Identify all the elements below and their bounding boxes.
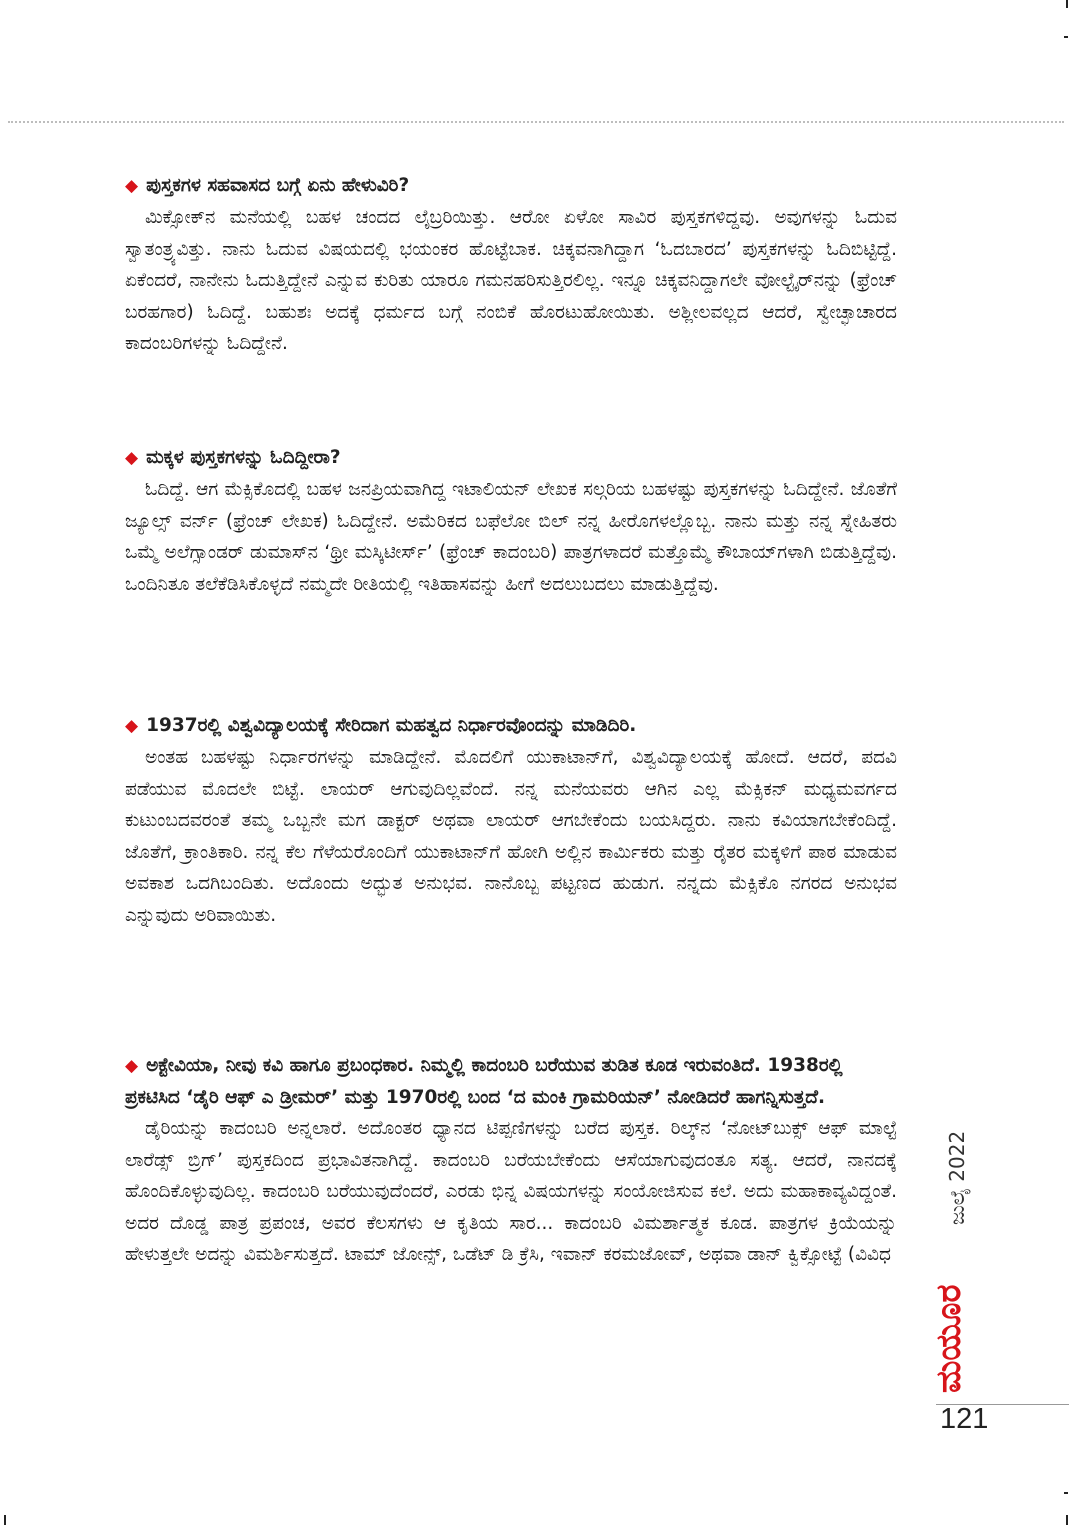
crop-mark <box>1064 1492 1068 1494</box>
crop-mark <box>4 1515 6 1525</box>
question: ◆ ಪುಸ್ತಕಗಳ ಸಹವಾಸದ ಬಗ್ಗೆ ಏನು ಹೇಳುವಿರಿ? <box>125 175 410 196</box>
qa-section <box>125 442 897 600</box>
header-dotted-rule <box>8 121 1064 123</box>
qa-section <box>125 1050 897 1271</box>
crop-mark <box>1066 0 1068 8</box>
page-number: 121 <box>940 1403 989 1435</box>
magazine-logo-text: ಮಯೂರ <box>929 1284 968 1393</box>
diamond-bullet-icon: ◆ <box>125 448 139 468</box>
crop-mark <box>1066 1515 1068 1525</box>
question: ◆ ಅಕ್ಟೇವಿಯಾ, ನೀವು ಕವಿ ಹಾಗೂ ಪ್ರಬಂಧಕಾರ. ನಿಮ್ಮಲ್ಲಿ ಕಾದಂಬರಿ ಬರೆಯುವ ತುಡಿತ ಕೂಡ ಇರುವಂತಿದೆ. 1938ರಲ್ಲಿ ಪ್ರಕಟಿಸಿದ ‘ಡೈರಿ ಆಫ್ ಎ ಡ್ರೀಮರ್’ ಮತ್ತು 1970ರಲ್ಲಿ ಬಂದ ‘ದ ಮಂಕಿ ಗ್ರಾಮರಿಯನ್’ ನೋಡಿದರೆ ಹಾಗನ್ನಿಸುತ್ತದೆ. <box>125 1055 843 1108</box>
crop-mark <box>1064 36 1068 38</box>
qa-section <box>125 170 897 360</box>
question: ◆ 1937ರಲ್ಲಿ ವಿಶ್ವವಿದ್ಯಾಲಯಕ್ಕೆ ಸೇರಿದಾಗ ಮಹತ್ವದ ನಿರ್ಧಾರವೊಂದನ್ನು ಮಾಡಿದಿರಿ. <box>125 715 637 736</box>
diamond-bullet-icon: ◆ <box>125 176 139 196</box>
diamond-bullet-icon: ◆ <box>125 1056 139 1076</box>
question: ◆ ಮಕ್ಕಳ ಪುಸ್ತಕಗಳನ್ನು ಓದಿದ್ದೀರಾ? <box>125 447 341 468</box>
answer: ಡೈರಿಯನ್ನು ಕಾದಂಬರಿ ಅನ್ನಲಾರೆ. ಅದೊಂತರ ಧ್ಯಾನದ ಟಿಪ್ಪಣಿಗಳನ್ನು ಬರೆದ ಪುಸ್ತಕ. ರಿಲ್ಕ್‌ನ ‘ನೋಟ್‌ಬುಕ್ಸ್ ಆಫ್ ಮಾಲ್ಟೆ ಲಾರೆಡ್ಸ್ ಬ್ರಿಗ್’ ಪುಸ್ತಕದಿಂದ ಪ್ರಭಾವಿತನಾಗಿದ್ದೆ. ಕಾದಂಬರಿ ಬರೆಯಬೇಕೆಂದು ಆಸೆಯಾಗುವುದಂತೂ ಸತ್ಯ. ಆದರೆ, ನಾನದಕ್ಕೆ ಹೊಂದಿಕೊಳ್ಳುವುದಿಲ್ಲ. ಕಾದಂಬರಿ ಬರೆಯುವುದೆಂದರೆ, ಎರಡು ಭಿನ್ನ ವಿಷಯಗಳನ್ನು ಸಂಯೋಜಿಸುವ ಕಲೆ. ಅದು ಮಹಾಕಾವ್ಯವಿದ್ದಂತೆ. ಅದರ ದೊಡ್ಡ ಪಾತ್ರ ಪ್ರಪಂಚ, ಅವರ ಕೆಲಸಗಳು ಆ ಕೃತಿಯ ಸಾರ... ಕಾದಂಬರಿ ವಿಮರ್ಶಾತ್ಮಕ ಕೂಡ. ಪಾತ್ರಗಳ ಕ್ರಿಯೆಯನ್ನು ಹೇಳುತ್ತಲೇ ಅದನ್ನು ವಿಮರ್ಶಿಸುತ್ತದೆ. ಟಾಮ್ ಜೋನ್ಸ್, ಒಡೆಟ್ ಡಿ ಕ್ರೆಸಿ, ಇವಾನ್ ಕರಮಜೋವ್, ಅಥವಾ ಡಾನ್ ಕ್ವಿಕ್ಸೋಟ್ಟೆ (ವಿವಿಧ <box>125 1118 897 1266</box>
answer: ಅಂತಹ ಬಹಳಷ್ಟು ನಿರ್ಧಾರಗಳನ್ನು ಮಾಡಿದ್ದೇನೆ. ಮೊದಲಿಗೆ ಯುಕಾಟಾನ್‌ಗೆ, ವಿಶ್ವವಿದ್ಯಾಲಯಕ್ಕೆ ಹೋದೆ. ಆದರೆ, ಪದವಿ ಪಡೆಯುವ ಮೊದಲೇ ಬಿಟ್ಟೆ. ಲಾಯರ್ ಆಗುವುದಿಲ್ಲವೆಂದೆ. ನನ್ನ ಮನೆಯವರು ಆಗಿನ ಎಲ್ಲ ಮೆಕ್ಸಿಕನ್ ಮಧ್ಯಮವರ್ಗದ ಕುಟುಂಬದವರಂತೆ ತಮ್ಮ ಒಬ್ಬನೇ ಮಗ ಡಾಕ್ಟರ್ ಅಥವಾ ಲಾಯರ್ ಆಗಬೇಕೆಂದು ಬಯಸಿದ್ದರು. ನಾನು ಕವಿಯಾಗಬೇಕೆಂದಿದ್ದೆ. ಜೊತೆಗೆ, ಕ್ರಾಂತಿಕಾರಿ. ನನ್ನ ಕೆಲ ಗೆಳೆಯರೊಂದಿಗೆ ಯುಕಾಟಾನ್‌ಗೆ ಹೋಗಿ ಅಲ್ಲಿನ ಕಾರ್ಮಿಕರು ಮತ್ತು ರೈತರ ಮಕ್ಕಳಿಗೆ ಪಾಠ ಮಾಡುವ ಅವಕಾಶ ಒದಗಿಬಂದಿತು. ಅದೊಂದು ಅದ್ಭುತ ಅನುಭವ. ನಾನೊಬ್ಬ ಪಟ್ಟಣದ ಹುಡುಗ. ನನ್ನದು ಮೆಕ್ಸಿಕೊ ನಗರದ ಅನುಭವ ಎನ್ನುವುದು ಅರಿವಾಯಿತು. <box>125 747 897 926</box>
qa-section <box>125 710 897 932</box>
answer: ಮಿಕ್ಸೋಕ್‌ನ ಮನೆಯಲ್ಲಿ ಬಹಳ ಚಂದದ ಲೈಬ್ರರಿಯಿತ್ತು. ಆರೋ ಏಳೋ ಸಾವಿರ ಪುಸ್ತಕಗಳಿದ್ದವು. ಅವುಗಳನ್ನು ಓದುವ ಸ್ವಾತಂತ್ರ್ಯವಿತ್ತು. ನಾನು ಓದುವ ವಿಷಯದಲ್ಲಿ ಭಯಂಕರ ಹೊಟ್ಟೆಬಾಕ. ಚಿಕ್ಕವನಾಗಿದ್ದಾಗ ‘ಓದಬಾರದ’ ಪುಸ್ತಕಗಳನ್ನು ಓದಿಬಿಟ್ಟಿದ್ದೆ. ಏಕೆಂದರೆ, ನಾನೇನು ಓದುತ್ತಿದ್ದೇನೆ ಎನ್ನುವ ಕುರಿತು ಯಾರೂ ಗಮನಹರಿಸುತ್ತಿರಲಿಲ್ಲ. ಇನ್ನೂ ಚಿಕ್ಕವನಿದ್ದಾಗಲೇ ವೋಲ್ಟೈರ್‌ನನ್ನು (ಫ್ರೆಂಚ್ ಬರಹಗಾರ) ಓದಿದ್ದೆ. ಬಹುಶಃ ಅದಕ್ಕೆ ಧರ್ಮದ ಬಗ್ಗೆ ನಂಬಿಕೆ ಹೊರಟುಹೋಯಿತು. ಅಶ್ಲೀಲವಲ್ಲದ ಆದರೆ, ಸ್ವೇಚ್ಛಾಚಾರದ ಕಾದಂಬರಿಗಳನ್ನು ಓದಿದ್ದೇನೆ. <box>125 207 897 355</box>
issue-date: ಜುಲೈ 2022 <box>945 1130 969 1225</box>
magazine-logo <box>928 1235 968 1395</box>
answer: ಓದಿದ್ದೆ. ಆಗ ಮೆಕ್ಸಿಕೊದಲ್ಲಿ ಬಹಳ ಜನಪ್ರಿಯವಾಗಿದ್ದ ಇಟಾಲಿಯನ್ ಲೇಖಕ ಸಲ್ಗರಿಯ ಬಹಳಷ್ಟು ಪುಸ್ತಕಗಳನ್ನು ಓದಿದ್ದೇನೆ. ಜೊತೆಗೆ ಜ್ಯೂಲ್ಸ್ ವರ್ನ್ (ಫ್ರೆಂಚ್ ಲೇಖಕ) ಓದಿದ್ದೇನೆ. ಅಮೆರಿಕದ ಬಫೆಲೋ ಬಿಲ್ ನನ್ನ ಹೀರೊಗಳಲ್ಲೊಬ್ಬ. ನಾನು ಮತ್ತು ನನ್ನ ಸ್ನೇಹಿತರು ಒಮ್ಮೆ ಅಲೆಗ್ಸಾಂಡರ್ ಡುಮಾಸ್‌ನ ‘ಥ್ರೀ ಮಸ್ಕಿಟೀರ್ಸ್’ (ಫ್ರೆಂಚ್ ಕಾದಂಬರಿ) ಪಾತ್ರಗಳಾದರೆ ಮತ್ತೊಮ್ಮೆ ಕೌಬಾಯ್‌ಗಳಾಗಿ ಬಿಡುತ್ತಿದ್ದೆವು. ಒಂದಿನಿತೂ ತಲೆಕೆಡಿಸಿಕೊಳ್ಳದೆ ನಮ್ಮದೇ ರೀತಿಯಲ್ಲಿ ಇತಿಹಾಸವನ್ನು ಹೀಗೆ ಅದಲುಬದಲು ಮಾಡುತ್ತಿದ್ದೆವು. <box>125 479 897 595</box>
diamond-bullet-icon: ◆ <box>125 716 139 736</box>
